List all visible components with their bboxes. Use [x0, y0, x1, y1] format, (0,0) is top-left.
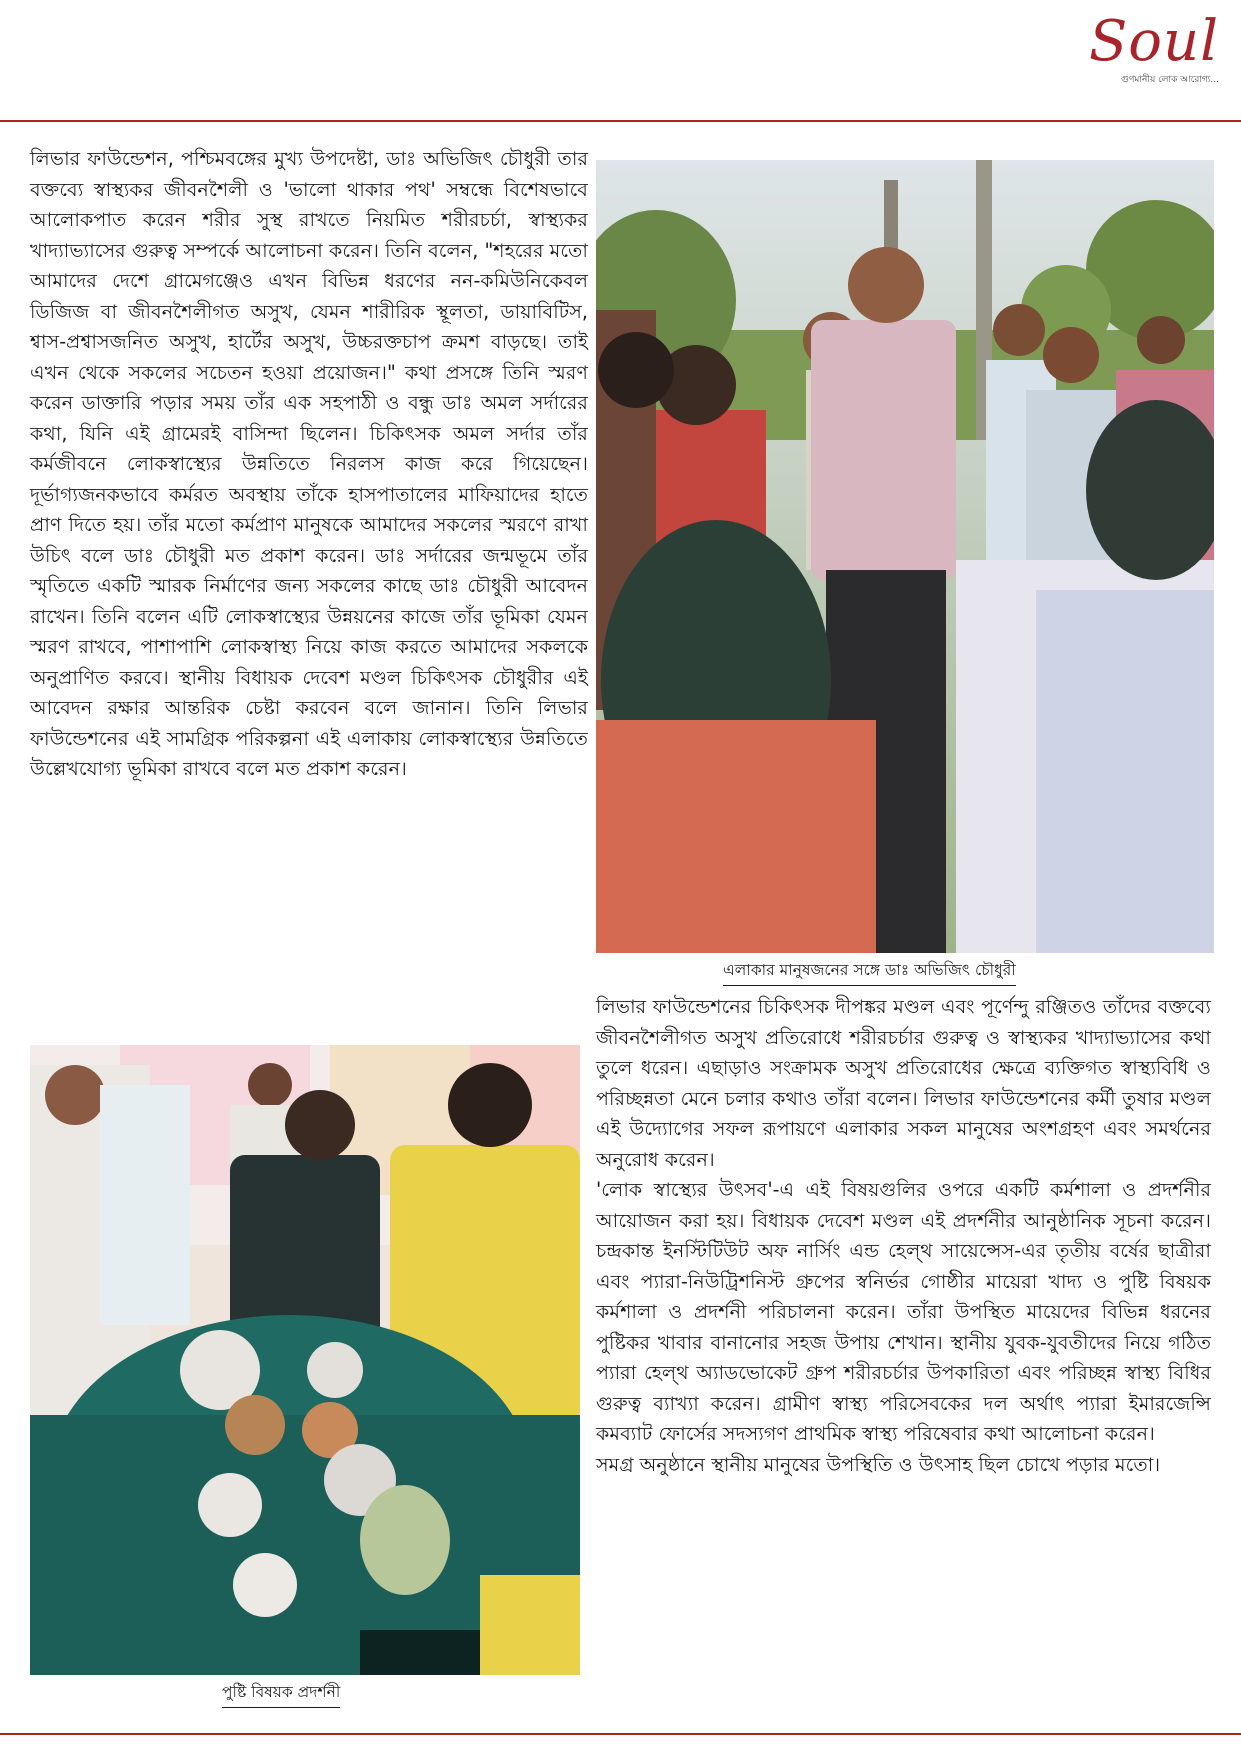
left-text-column: [30, 144, 588, 785]
article-paragraph: সমগ্র অনুষ্ঠানে স্থানীয় মানুষের উপস্থিতি ও উৎসাহ ছিল চোখে পড়ার মতো।: [596, 1452, 1161, 1476]
logo-tagline: গুণমানীয় লোক আরোগ্য...: [1120, 75, 1219, 85]
article-paragraph: 'লোক স্বাস্থ্যের উৎসব'-এ এই বিষয়গুলির ওপরে একটি কর্মশালা ও প্রদর্শনীর আয়োজন করা হয়। বিধায়ক দেবেশ মণ্ডল এই প্রদর্শনীর আনুষ্ঠানিক সূচনা করেন। চন্দ্রকান্ত ইনস্টিটিউট অফ নার্সিং এন্ড হেল্থ সায়েন্সেস-এর তৃতীয় বর্ষের ছাত্রীরা এবং প্যারা-নিউট্রিশনিস্ট গ্রুপের স্বনির্ভর গোষ্ঠীর মায়েরা খাদ্য ও পুষ্টি বিষয়ক কর্মশালা ও প্রদর্শনী পরিচালনা করেন। তাঁরা উপস্থিত মায়েদের বিভিন্ন ধরনের পুষ্টিকর খাবার বানানোর সহজ উপায় শেখান। স্থানীয় যুবক-যুবতীদের নিয়ে গঠিত প্যারা হেল্থ অ্যাডভোকেট গ্রুপ শরীরচর্চার উপকারিতা এবং পরিচ্ছন্ন স্বাস্থ্য বিধির গুরুত্ব ব্যাখ্যা করেন। গ্রামীণ স্বাস্থ্য পরিসেবকের দল অর্থাৎ প্যারা ইমারজেন্সি কমব্যাট ফোর্সের সদস্যগণ প্রাথমিক স্বাস্থ্য পরিষেবার কথা আলোচনা করেন।: [596, 1178, 1211, 1445]
photo-nutrition-exhibition: [30, 1045, 580, 1675]
logo-wordmark: Soul: [1088, 9, 1219, 74]
photo1-caption: এলাকার মানুষজনের সঙ্গে ডাঃ অভিজিৎ চৌধুরী: [723, 958, 1016, 986]
article-paragraph: লিভার ফাউন্ডেশনের চিকিৎসক দীপঙ্কর মণ্ডল এবং পূর্ণেন্দু রঞ্জিতও তাঁদের বক্তব্যে জীবনশৈলীগত অসুখ প্রতিরোধে শরীরচর্চার গুরুত্ব ও স্বাস্থ্যকর খাদ্যাভ্যাসের কথা তুলে ধরেন। এছাড়াও সংক্রামক অসুখ প্রতিরোধের ক্ষেত্রে ব্যক্তিগত স্বাস্থ্যবিধি ও পরিচ্ছন্নতা মেনে চলার কথাও তাঁরা বলেন। লিভার ফাউন্ডেশনের কর্মী তুষার মণ্ডল এই উদ্যোগের সফল রূপায়ণে এলাকার সকল মানুষের অংশগ্রহণ এবং সমর্থনের অনুরোধ করেন।: [596, 995, 1211, 1171]
article-paragraph: লিভার ফাউন্ডেশন, পশ্চিমবঙ্গের মুখ্য উপদেষ্টা, ডাঃ অভিজিৎ চৌধুরী তার বক্তব্যে স্বাস্থ্যকর জীবনশৈলী ও 'ভালো থাকার পথ' সম্বন্ধে বিশেষভাবে আলোকপাত করেন শরীর সুস্থ রাখতে নিয়মিত শরীরচর্চা, স্বাস্থ্যকর খাদ্যাভ্যাসের গুরুত্ব সম্পর্কে আলোচনা করেন। তিনি বলেন, "শহরের মতো আমাদের দেশে গ্রামেগঞ্জেও এখন বিভিন্ন ধরণের নন-কমিউনিকেবল ডিজিজ বা জীবনশৈলীগত অসুখ, যেমন শারীরিক স্থূলতা, ডায়াবিটিস, শ্বাস-প্রশ্বাসজনিত অসুখ, হার্টের অসুখ, উচ্চরক্তচাপ ক্রমশ বাড়ছে। তাই এখন থেকে সকলের সচেতন হওয়া প্রয়োজন।" কথা প্রসঙ্গে তিনি স্মরণ করেন ডাক্তারি পড়ার সময় তাঁর এক সহপাঠী ও বন্ধু ডাঃ অমল সর্দারের কথা, যিনি এই গ্রামেরই বাসিন্দা ছিলেন। চিকিৎসক অমল সর্দার তাঁর কর্মজীবনে লোকস্বাস্থ্যের উন্নতিতে নিরলস কাজ করে গিয়েছেন। দূর্ভাগ্যজনকভাবে কর্মরত অবস্থায় তাঁকে হাসপাতালের মাফিয়াদের হাতে প্রাণ দিতে হয়। তাঁর মতো কর্মপ্রাণ মানুষকে আমাদের সকলের স্মরণে রাখা উচিৎ বলে ডাঃ চৌধুরী মত প্রকাশ করেন। ডাঃ সর্দারের জন্মভূমে তাঁর স্মৃতিতে একটি স্মারক নির্মাণের জন্য সকলের কাছে ডাঃ চৌধুরী আবেদন রাখেন। তিনি বলেন এটি লোকস্বাস্থ্যের উন্নয়নের কাজে তাঁর ভূমিকা যেমন স্মরণ রাখবে, পাশাপাশি লোকস্বাস্থ্য নিয়ে কাজ করতে আমাদের সকলকে অনুপ্রাণিত করবে। স্থানীয় বিধায়ক দেবেশ মণ্ডল চিকিৎসক চৌধুরীর এই আবেদন রক্ষার আন্তরিক চেষ্টা করবেন বলে জানান। তিনি লিভার ফাউন্ডেশনের এই সামগ্রিক পরিকল্পনা এই এলাকায় লোকস্বাস্থ্যের উন্নতিতে উল্লেখযোগ্য ভূমিকা রাখবে বলে মত প্রকাশ করেন।: [30, 147, 588, 780]
photo2-caption: পুষ্টি বিষয়ক প্রদর্শনী: [222, 1680, 340, 1708]
header-rule: [0, 120, 1241, 122]
photo-doctor-with-villagers: [596, 160, 1214, 953]
soul-logo: [1069, 9, 1219, 87]
right-text-column: [596, 992, 1211, 1480]
footer-rule: [0, 1733, 1241, 1735]
